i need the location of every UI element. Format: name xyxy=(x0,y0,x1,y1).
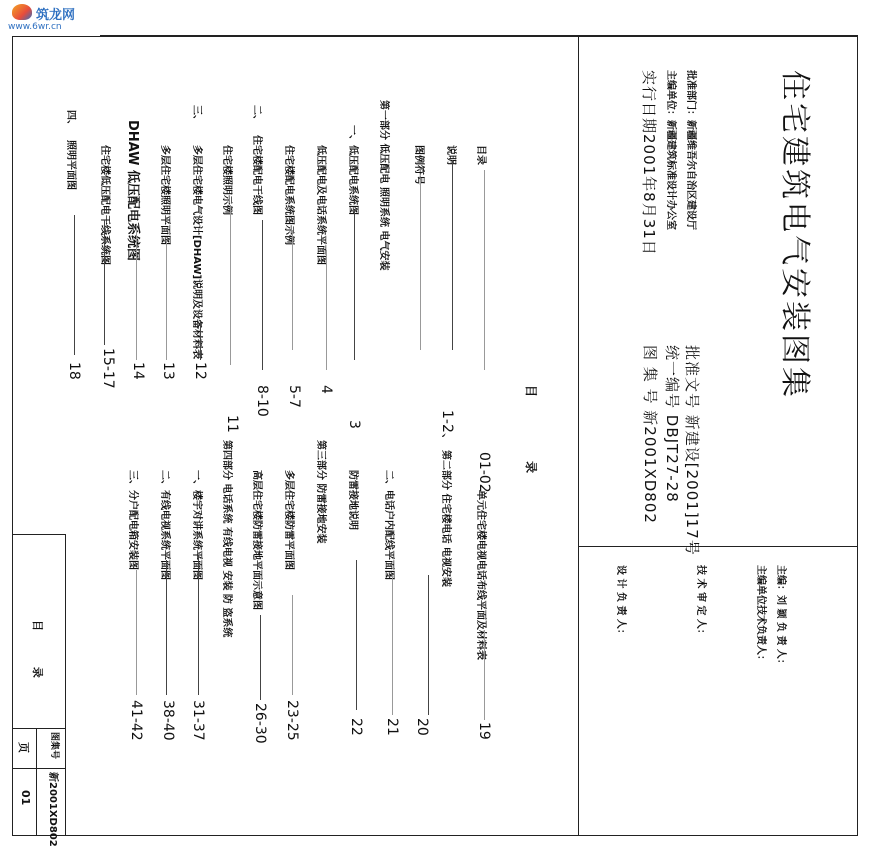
leader-line xyxy=(292,230,293,350)
atlas-label: 图集号 xyxy=(49,732,59,760)
effective-date: 实行日期2001年8月31日 xyxy=(640,70,658,256)
leader-line xyxy=(452,160,453,350)
leader-line xyxy=(200,320,201,360)
toc-page: 26-30 xyxy=(252,703,268,744)
toc-page: 14 xyxy=(130,362,146,380)
leader-line xyxy=(136,225,137,360)
title-block-divider xyxy=(12,728,66,729)
toc-page: 8-10 xyxy=(254,385,270,417)
leader-line xyxy=(166,560,167,695)
toc-section: 第三部分 防雷接地安装 xyxy=(315,440,326,544)
toc-item: 说明 xyxy=(445,145,456,165)
toc-page: 3 xyxy=(346,420,362,429)
toc-item: DHAW 低压配电系统图 xyxy=(125,120,140,262)
toc-item: 住宅楼配电干线图 xyxy=(251,135,262,215)
toc-page: 20 xyxy=(414,718,430,736)
leader-line xyxy=(354,210,355,360)
atlas-no: 图 集 号 新2001XD802 xyxy=(641,345,659,524)
toc-page: 19 xyxy=(476,722,492,740)
leader-line xyxy=(260,615,261,700)
leader-line xyxy=(198,555,199,695)
site-logo xyxy=(8,2,108,36)
sheet-title: 目 录 xyxy=(31,620,44,694)
toc-item: 三、分户配电箱安装图 xyxy=(127,470,138,570)
toc-item: 二、电话户内配线平面图 xyxy=(383,470,394,580)
toc-page: 18 xyxy=(66,362,82,380)
toc-page: 01-02 xyxy=(476,452,492,493)
toc-page: 22 xyxy=(348,718,364,736)
toc-page: 1-2、 xyxy=(439,410,455,447)
toc-section: 第四部分 电话系统 有线电视 安装 防 盗系统 xyxy=(221,440,232,638)
toc-page: 31-37 xyxy=(190,700,206,741)
toc-item: 低压配电及电话系统平面图 xyxy=(315,145,326,265)
leader-line xyxy=(262,220,263,370)
leader-line xyxy=(104,220,105,345)
toc-item: 照明平面图 xyxy=(65,140,76,190)
toc-page: 11 xyxy=(224,415,240,433)
toc-item: 高层住宅楼防雷接地平面示意图 xyxy=(251,470,262,610)
toc-item: 防雷接地说明 xyxy=(347,470,358,530)
leader-line xyxy=(166,240,167,360)
toc-page: 41-42 xyxy=(128,700,144,741)
unified-no: 统一编号 DBJT27-28 xyxy=(663,345,681,503)
toc-heading: 目 录 xyxy=(524,385,538,504)
toc-item: 第二部分 住宅楼电话 电视安装 xyxy=(440,450,451,587)
edit-unit: 主编单位：新疆建筑标准设计办公室 xyxy=(665,70,676,230)
title-block-divider xyxy=(36,728,37,836)
toc-item: 低压配电系统图 xyxy=(347,145,358,215)
page-label: 页 xyxy=(17,742,30,753)
toc-page: 21 xyxy=(384,718,400,736)
page-value: 01 xyxy=(19,790,32,806)
leader-line xyxy=(326,250,327,370)
toc-page: 12 xyxy=(192,362,208,380)
toc-item: 单元住宅楼电视电话布线平面及材料表 xyxy=(475,490,486,660)
logo-url: www.6wr.cn xyxy=(8,22,62,32)
logo-site-name: 筑龙网 xyxy=(36,7,76,22)
toc-page: 5-7 xyxy=(286,385,302,408)
toc-item: 图例符号 xyxy=(413,145,424,185)
logo-mark-icon xyxy=(12,4,32,20)
toc-section: 第一部分 低压配电 照明系统 电气安装 xyxy=(378,100,389,271)
toc-index: 二、 xyxy=(251,105,262,125)
leader-line xyxy=(428,575,429,715)
staff-role-2: 主编单位技术负责人： xyxy=(755,565,766,665)
toc-item: 住宅楼照明示例 xyxy=(221,145,232,215)
toc-page: 23-25 xyxy=(284,700,300,741)
leader-line xyxy=(484,630,485,720)
leader-line xyxy=(484,170,485,370)
staff-role-3: 技 术 审 定 人： xyxy=(695,565,706,639)
leader-line xyxy=(136,570,137,695)
toc-page: 13 xyxy=(160,362,176,380)
leader-line xyxy=(392,575,393,715)
leader-line xyxy=(420,180,421,350)
toc-page: 38-40 xyxy=(160,700,176,741)
staff-role-1: 主编：刘 颖 负 责 人： xyxy=(775,565,786,669)
toc-page: 15-17 xyxy=(100,348,116,389)
toc-item: 住宅楼配电系统图示例 xyxy=(283,145,294,245)
cover-title: 住宅建筑电气安装图集 xyxy=(777,70,812,400)
staff-role-4: 设 计 负 责 人： xyxy=(615,565,626,639)
toc-index: 三、 xyxy=(191,105,202,125)
leader-line xyxy=(230,205,231,365)
atlas-value: 新2001XD802 xyxy=(47,772,58,847)
toc-item: 目录 xyxy=(475,145,486,165)
toc-item: 多层住宅楼照明平面图 xyxy=(159,145,170,245)
leader-line xyxy=(74,215,75,355)
approval-no: 批准文号 新建设[2001]17号 xyxy=(683,345,701,556)
toc-index: 一、 xyxy=(347,125,358,145)
toc-item: 多层住宅楼防雷平面图 xyxy=(283,470,294,570)
cover-divider xyxy=(578,546,858,547)
title-block-divider xyxy=(12,768,66,769)
leader-line xyxy=(292,595,293,695)
toc-page: 4 xyxy=(318,385,334,394)
toc-item: 一、楼宇对讲系统平面图 xyxy=(191,470,202,580)
toc-item: 住宅楼低压配电干线系统图 xyxy=(99,145,110,265)
approval-dept: 批准部门：新疆维吾尔自治区建设厅 xyxy=(685,70,696,230)
leader-line xyxy=(356,560,357,710)
toc-item: 二、有线电视系统平面图 xyxy=(159,470,170,580)
toc-item: 多层住宅楼电气设计[DHAW]说明及设备材料表 xyxy=(191,145,202,360)
toc-index: 四、 xyxy=(65,110,76,130)
